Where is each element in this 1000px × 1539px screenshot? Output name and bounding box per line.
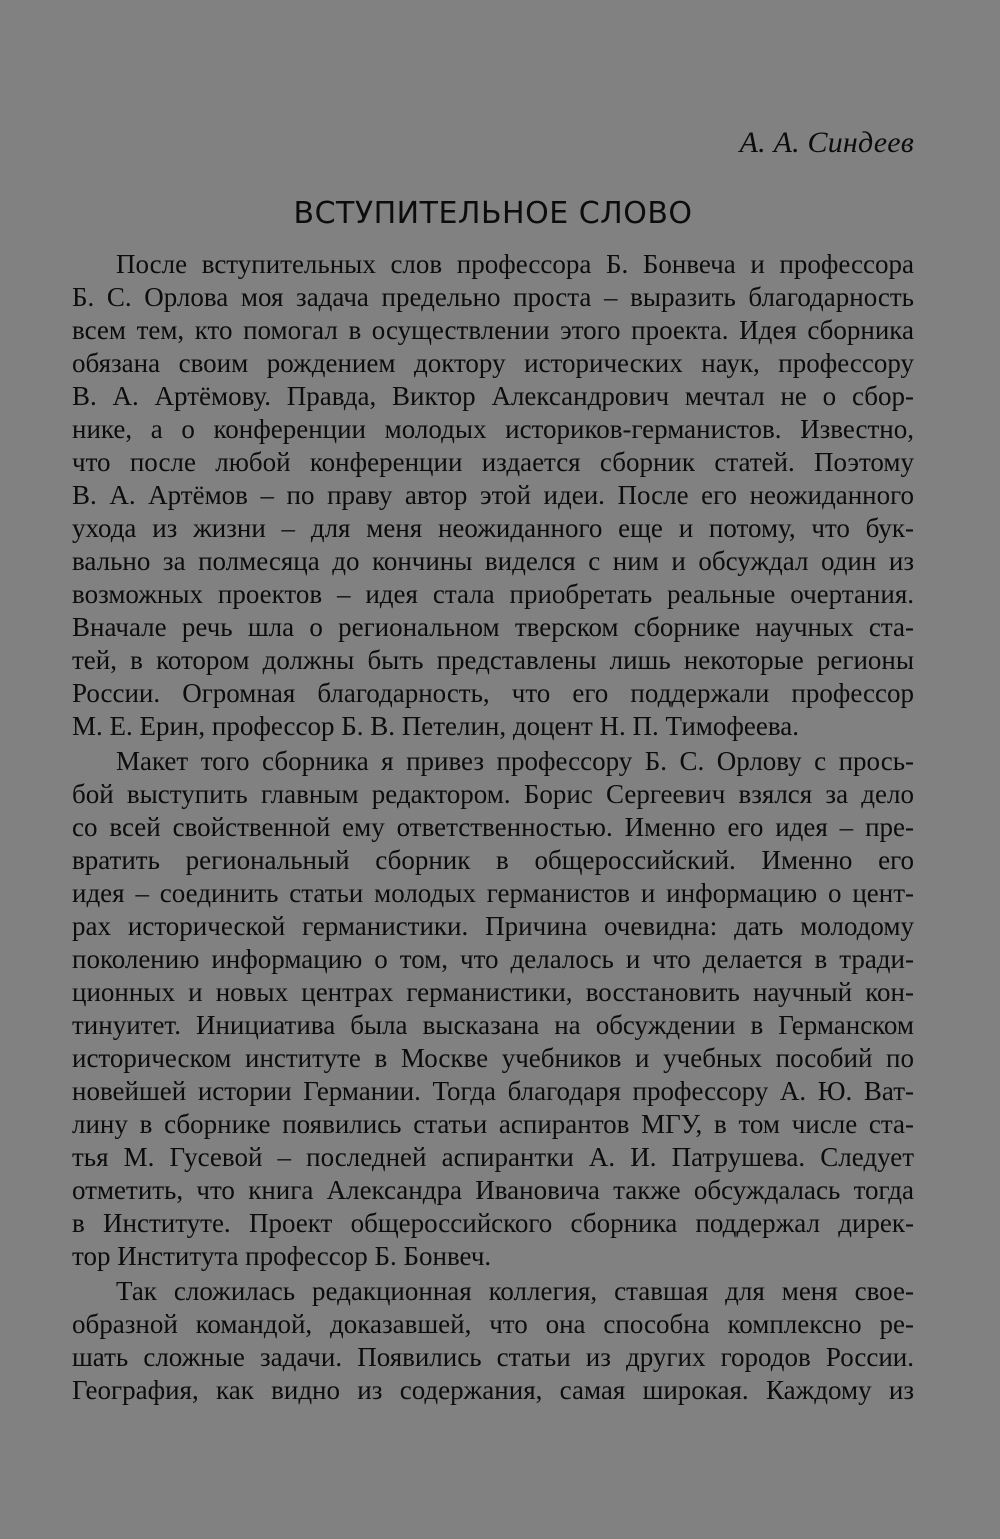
text-line: России. Огромная благодарность, что его поддержали профессор	[72, 678, 914, 708]
text-line: Так сложилась редакционная коллегия, ставшая для меня свое-	[116, 1276, 914, 1306]
paragraph	[72, 1275, 914, 1407]
text-line: со всей свойственной ему ответственностью. Именно его идея – пре-	[72, 812, 914, 842]
text-line: нике, а о конференции молодых историков-германистов. Известно,	[72, 414, 914, 444]
text-line: ухода из жизни – для меня неожиданного еще и потому, что бук-	[72, 513, 914, 543]
text-line: новейшей истории Германии. Тогда благодаря профессору А. Ю. Ват-	[72, 1076, 914, 1106]
text-line: образной командой, доказавшей, что она способна комплексно ре-	[72, 1309, 914, 1339]
text-line: отметить, что книга Александра Ивановича также обсуждалась тогда	[72, 1175, 914, 1205]
text-line: историческом институте в Москве учебников и учебных пособий по	[72, 1043, 914, 1073]
section-title: ВСТУПИТЕЛЬНОЕ СЛОВО	[293, 196, 693, 231]
text-line: рах исторической германистики. Причина очевидна: дать молодому	[72, 911, 914, 941]
text-line: Макет того сборника я привез профессору Б. С. Орлову с прось-	[116, 746, 914, 776]
text-line: В. А. Артёмов – по праву автор этой идеи. После его неожиданного	[72, 480, 914, 510]
text-line: в Институте. Проект общероссийского сборника поддержал дирек-	[72, 1208, 914, 1238]
text-line: шать сложные задачи. Появились статьи из других городов России.	[72, 1342, 914, 1372]
text-line: тей, в котором должны быть представлены лишь некоторые регионы	[72, 645, 914, 675]
paragraph	[72, 745, 914, 1273]
text-line: возможных проектов – идея стала приобретать реальные очертания.	[72, 579, 914, 609]
text-line: бой выступить главным редактором. Борис Сергеевич взялся за дело	[72, 779, 914, 809]
text-line: Вначале речь шла о региональном тверском сборнике научных ста-	[72, 612, 914, 642]
paragraph	[72, 248, 914, 743]
text-line: География, как видно из содержания, самая широкая. Каждому из	[72, 1375, 914, 1405]
text-line: ционных и новых центрах германистики, восстановить научный кон-	[72, 977, 914, 1007]
text-line: идея – соединить статьи молодых германистов и информацию о цент-	[72, 878, 914, 908]
text-line: М. Е. Ерин, профессор Б. В. Петелин, доцент Н. П. Тимофеева.	[72, 711, 799, 741]
text-line: всем тем, кто помогал в осуществлении этого проекта. Идея сборника	[72, 315, 914, 345]
text-line: вратить региональный сборник в общероссийский. Именно его	[72, 845, 914, 875]
text-line: поколению информацию о том, что делалось и что делается в тради-	[72, 944, 914, 974]
text-line: После вступительных слов профессора Б. Бонвеча и профессора	[116, 249, 914, 279]
text-line: Б. С. Орлова моя задача предельно проста – выразить благодарность	[72, 282, 914, 312]
text-line: лину в сборнике появились статьи аспирантов МГУ, в том числе ста-	[72, 1109, 914, 1139]
text-line: тья М. Гусевой – последней аспирантки А. И. Патрушева. Следует	[72, 1142, 914, 1172]
text-line: обязана своим рождением доктору исторических наук, профессору	[72, 348, 914, 378]
text-line: тор Института профессор Б. Бонвеч.	[72, 1241, 492, 1271]
body-text	[72, 248, 914, 1407]
text-line: тинуитет. Инициатива была высказана на обсуждении в Германском	[72, 1010, 914, 1040]
text-line: вально за полмесяца до кончины виделся с ним и обсуждал один из	[72, 546, 914, 576]
text-line: В. А. Артёмову. Правда, Виктор Александрович мечтал не о сбор-	[72, 381, 914, 411]
author-name: А. А. Синдеев	[739, 126, 914, 159]
document-page	[72, 0, 914, 1539]
text-line: что после любой конференции издается сборник статей. Поэтому	[72, 447, 914, 477]
